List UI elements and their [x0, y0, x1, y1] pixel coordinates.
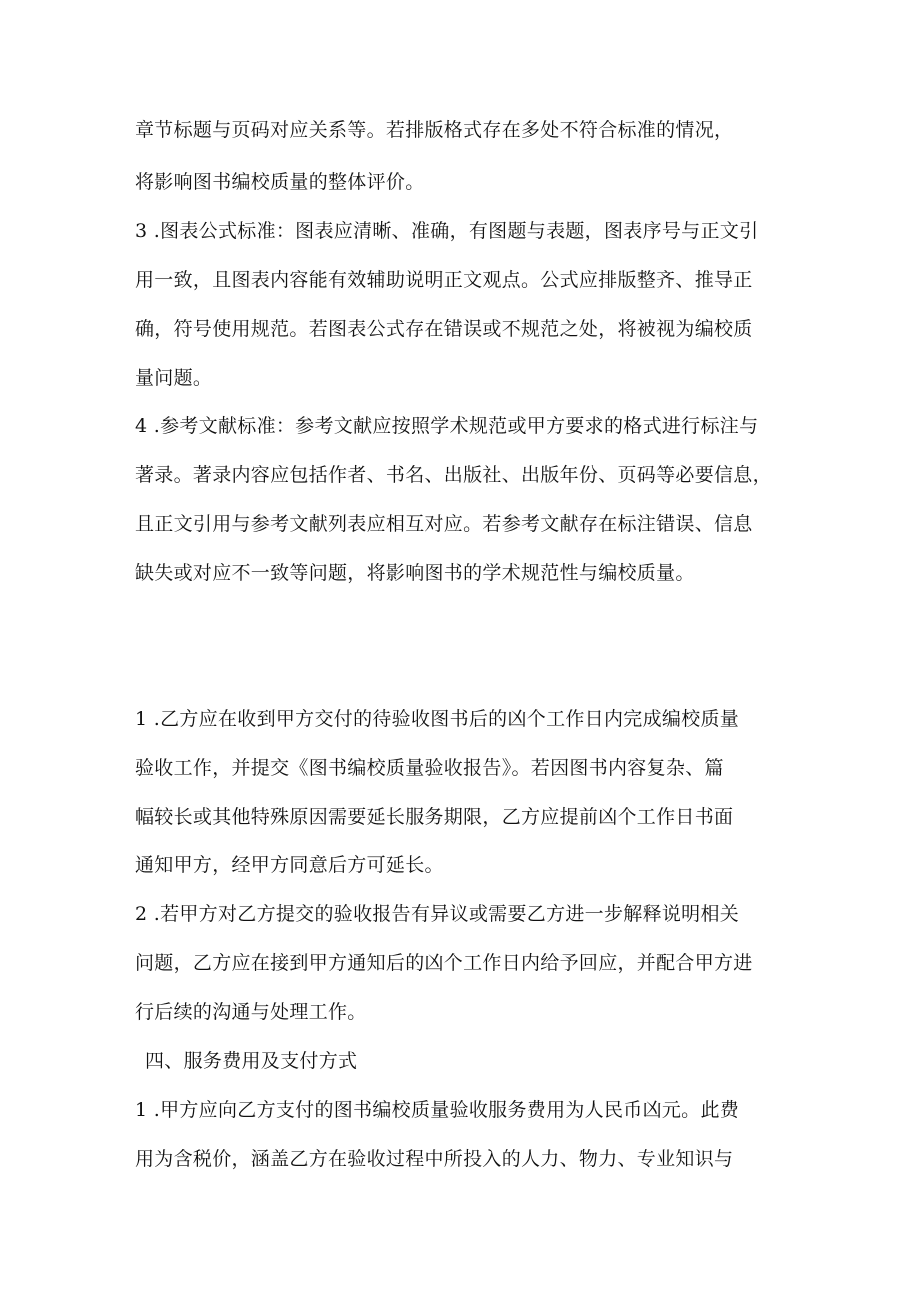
text-line: 2 .若甲方对乙方提交的验收报告有异议或需要乙方进一步解释说明相关 — [135, 903, 740, 925]
text-line: 章节标题与页码对应关系等。若排版格式存在多处不符合标准的情况， — [135, 119, 734, 141]
text-line: 用一致，且图表内容能有效辅助说明正文观点。公式应排版整齐、推导正 — [135, 269, 753, 291]
text-line: 且正文引用与参考文献列表应相互对应。若参考文献存在标注错误、信息 — [135, 513, 753, 535]
text-line: 行后续的沟通与处理工作。 — [135, 1001, 367, 1023]
text-line: 著录。著录内容应包括作者、书名、出版社、出版年份、页码等必要信息， — [135, 464, 772, 486]
text-line: 问题，乙方应在接到甲方通知后的凶个工作日内给予回应，并配合甲方进 — [135, 952, 753, 974]
text-line: 用为含税价，涵盖乙方在验收过程中所投入的人力、物力、专业知识与 — [135, 1148, 734, 1170]
text-line: 验收工作，并提交《图书编校质量验收报告》。若因图书内容复杂、篇 — [135, 757, 724, 779]
text-line: 1 .甲方应向乙方支付的图书编校质量验收服务费用为人民币凶元。此费 — [135, 1099, 740, 1121]
text-line: 3 .图表公式标准：图表应清晰、准确，有图题与表题，图表序号与正文引 — [135, 220, 759, 242]
text-line: 将影响图书编校质量的整体评价。 — [135, 171, 425, 193]
text-line: 确，符号使用规范。若图表公式存在错误或不规范之处，将被视为编校质 — [135, 318, 753, 340]
text-line: 通知甲方，经甲方同意后方可延长。 — [135, 854, 444, 876]
text-line: 缺失或对应不一致等问题，将影响图书的学术规范性与编校质量。 — [135, 562, 695, 584]
text-line: 量问题。 — [135, 367, 213, 389]
text-line: 4 .参考文献标准：参考文献应按照学术规范或甲方要求的格式进行标注与 — [135, 415, 759, 437]
section-heading: 四、服务费用及支付方式 — [145, 1050, 358, 1072]
text-line: 1 .乙方应在收到甲方交付的待验收图书后的凶个工作日内完成编校质量 — [135, 708, 740, 730]
text-line: 幅较长或其他特殊原因需要延长服务期限，乙方应提前凶个工作日书面 — [135, 806, 734, 828]
